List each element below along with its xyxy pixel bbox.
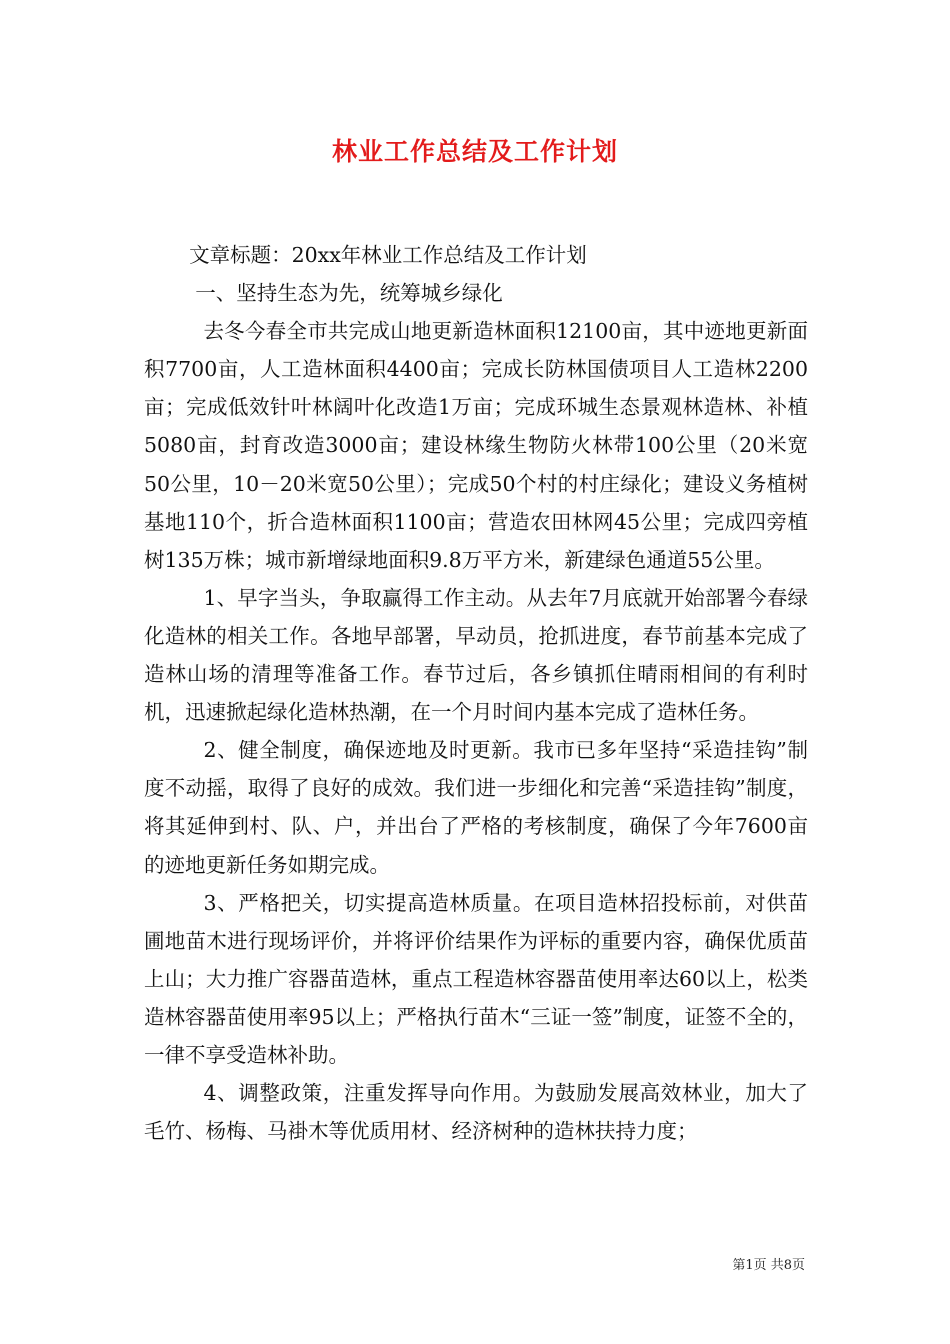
paragraph-item-2: 2、健全制度，确保迹地及时更新。我市已多年坚持“采造挂钩”制度不动摇，取得了良好的成效。我们进一步细化和完善“采造挂钩”制度，将其延伸到村、队、户，并出台了严格的考核制度，确保了今年7600亩的迹地更新任务如期完成。 bbox=[144, 738, 808, 877]
document-body bbox=[144, 236, 808, 1150]
paragraph-item-1: 1、早字当头，争取赢得工作主动。从去年7月底就开始部署今春绿化造林的相关工作。各地早部署，早动员，抢抓进度，春节前基本完成了造林山场的清理等准备工作。春节过后，各乡镇抓住晴雨相间的有利时机，迅速掀起绿化造林热潮，在一个月时间内基本完成了造林任务。 bbox=[144, 585, 808, 725]
document-title: 林业工作总结及工作计划 bbox=[331, 137, 618, 166]
paragraph-summary: 去冬今春全市共完成山地更新造林面积12100亩，其中迹地更新面积7700亩，人工造林面积4400亩；完成长防林国债项目人工造林2200亩；完成低效针叶林阔叶化改造1万亩；完成环城生态景观林造林、补植5080亩，封育改造3000亩；建设林缘生物防火林带100公里（20米宽50公里，10－20米宽50公里）；完成50个村的村庄绿化；建设义务植树基地110个，折合造林面积1100亩；营造农田林网45公里；完成四旁植树135万株；城市新增绿地面积9.8万平方米，新建绿色通道55公里。 bbox=[144, 319, 808, 572]
section-heading: 一、坚持生态为先，统筹城乡绿化 bbox=[195, 281, 503, 306]
page-number: 第1页 共8页 bbox=[732, 1258, 805, 1273]
article-title-line: 文章标题：20xx年林业工作总结及工作计划 bbox=[189, 243, 587, 267]
paragraph-item-4: 4、调整政策，注重发挥导向作用。为鼓励发展高效林业，加大了毛竹、杨梅、马褂木等优质用材、经济树种的造林扶持力度； bbox=[144, 1081, 808, 1144]
paragraph-item-3: 3、严格把关，切实提高造林质量。在项目造林招投标前，对供苗圃地苗木进行现场评价，并将评价结果作为评标的重要内容，确保优质苗上山；大力推广容器苗造林，重点工程造林容器苗使用率达60以上，松类造林容器苗使用率95以上；严格执行苗木“三证一签”制度，证签不全的，一律不享受造林补助。 bbox=[144, 890, 808, 1067]
